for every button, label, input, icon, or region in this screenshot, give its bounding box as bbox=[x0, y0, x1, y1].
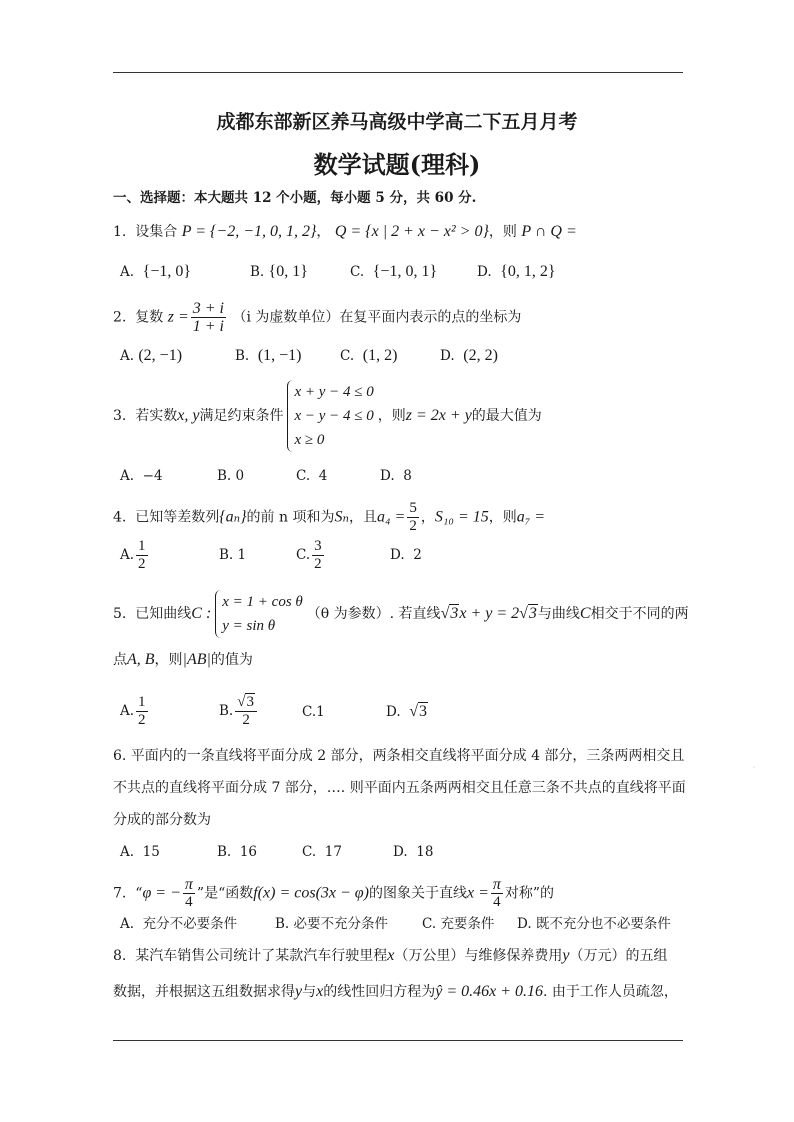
math-expression: x = bbox=[466, 884, 489, 902]
option-label: C. bbox=[422, 916, 437, 932]
math-expression: |AB| bbox=[182, 651, 211, 668]
option-b bbox=[217, 842, 257, 862]
question-text: 若实数 bbox=[135, 408, 178, 424]
option-value: 16 bbox=[239, 844, 257, 860]
math-line: √3x + y = 2√3 bbox=[440, 605, 537, 622]
option-value: −4 bbox=[142, 468, 163, 484]
fraction-denominator: 4 bbox=[493, 894, 501, 910]
question-text: 相交于不同的两 bbox=[590, 606, 689, 622]
math-expression: z = bbox=[167, 308, 189, 326]
constraint-line: x + y − 4 ≤ 0 bbox=[294, 384, 374, 400]
option-label: A. bbox=[120, 916, 135, 932]
question-text: 点 bbox=[113, 652, 127, 668]
fraction-numerator: 5 bbox=[409, 500, 417, 516]
option-a bbox=[120, 262, 191, 282]
option-value: 18 bbox=[416, 844, 434, 860]
option-d bbox=[390, 545, 422, 565]
math-curve: C : bbox=[191, 605, 212, 622]
fraction-numerator: √3 bbox=[235, 694, 257, 712]
option-value: 充要条件 bbox=[440, 916, 495, 932]
option-b bbox=[217, 466, 244, 486]
question-3 bbox=[113, 380, 542, 452]
question-7 bbox=[113, 876, 554, 911]
option-b bbox=[250, 262, 308, 282]
question-number: 4. bbox=[113, 509, 127, 526]
option-value: 1 bbox=[316, 704, 325, 720]
math-variable: y bbox=[562, 947, 570, 964]
exam-subject-title: 数学试题(理科) bbox=[313, 150, 481, 179]
option-label: B. bbox=[235, 348, 250, 364]
question-text: 设集合 bbox=[135, 224, 178, 240]
option-value: 必要不充分条件 bbox=[293, 916, 389, 932]
option-c bbox=[296, 466, 327, 486]
section-heading: 一、选择题：本大题共 12 个小题，每小题 5 分，共 60 分. bbox=[113, 190, 477, 206]
sqrt-radicand: 3 bbox=[528, 605, 537, 622]
question-5 bbox=[113, 590, 689, 638]
math-variables: x, y bbox=[177, 407, 200, 424]
option-value: {0, 1, 2} bbox=[500, 263, 556, 280]
option-value: 充分不必要条件 bbox=[142, 916, 238, 932]
question-text: （θ 为参数）. 若直线 bbox=[306, 606, 441, 622]
math-set-p: P = {−2, −1, 0, 1, 2} bbox=[181, 223, 317, 240]
question-text: 数据，并根据这五组数据求得 bbox=[113, 984, 295, 1000]
fraction bbox=[407, 500, 419, 535]
math-set-q: Q = {x | 2 + x − x² > 0} bbox=[334, 223, 489, 240]
question-4 bbox=[113, 500, 545, 535]
option-c bbox=[302, 702, 325, 722]
math-expression: S₁₀ = 15 bbox=[434, 508, 489, 526]
fraction-denominator: 1 + i bbox=[192, 318, 224, 335]
option-label: B. bbox=[275, 916, 290, 932]
math-expression: φ = − bbox=[142, 884, 181, 902]
fraction-denominator: 2 bbox=[242, 712, 250, 728]
constraint-line: x − y − 4 ≤ 0 bbox=[294, 408, 374, 424]
question-text: . 由于工作人员疏忽， bbox=[543, 984, 678, 1000]
option-label: C. bbox=[302, 844, 317, 860]
parametric-system bbox=[215, 590, 303, 638]
question-number: 2. bbox=[113, 309, 127, 326]
sqrt-radicand: 3 bbox=[246, 694, 254, 710]
option-label: B. bbox=[217, 844, 232, 860]
option-b bbox=[219, 694, 259, 729]
option-a bbox=[120, 346, 182, 366]
option-label: A. bbox=[120, 468, 135, 484]
option-value: 8 bbox=[403, 468, 412, 484]
option-a bbox=[120, 694, 150, 729]
question-text: ，且 bbox=[348, 509, 377, 526]
fraction-numerator: π bbox=[492, 876, 501, 893]
equation-line: x = 1 + cos θ bbox=[222, 594, 303, 610]
option-value: 0 bbox=[235, 468, 245, 484]
option-label: B. bbox=[219, 703, 234, 719]
question-text: ，则 bbox=[488, 224, 517, 240]
constraint-line: x ≥ 0 bbox=[294, 432, 325, 448]
question-5-line-2 bbox=[113, 650, 253, 670]
option-value: √3 bbox=[409, 703, 428, 720]
option-value: 2 bbox=[413, 547, 422, 563]
exam-school-title: 成都东部新区养马高级中学高二下五月月考 bbox=[216, 111, 578, 133]
fraction-numerator: 3 + i bbox=[192, 300, 224, 317]
fraction bbox=[235, 694, 257, 729]
question-number: 7. bbox=[113, 885, 127, 902]
header-rule bbox=[113, 72, 683, 73]
fraction bbox=[312, 538, 324, 573]
question-text: ， bbox=[316, 224, 331, 240]
fraction bbox=[136, 694, 148, 729]
math-points: A, B bbox=[127, 651, 155, 668]
option-value: {0, 1} bbox=[268, 263, 308, 280]
option-label: A. bbox=[120, 348, 135, 364]
option-b bbox=[219, 545, 246, 565]
question-number: 1. bbox=[113, 224, 127, 240]
fraction bbox=[136, 538, 148, 573]
question-6-line-1: 6. 平面内的一条直线将平面分成 2 部分，两条相交直线将平面分成 4 部分，三条两两相交且 bbox=[113, 748, 685, 764]
question-2 bbox=[113, 300, 521, 335]
option-value: {−1, 0} bbox=[142, 263, 192, 280]
question-1 bbox=[113, 222, 577, 242]
question-text: 的图象关于直线 bbox=[368, 885, 467, 902]
option-label: D. bbox=[393, 844, 408, 860]
question-text: ， bbox=[420, 509, 435, 526]
fraction-numerator: π bbox=[184, 876, 193, 893]
option-c bbox=[302, 842, 342, 862]
option-label: C. bbox=[296, 468, 311, 484]
math-regression-equation: ŷ = 0.46x + 0.16 bbox=[435, 983, 544, 1000]
fraction-denominator: 2 bbox=[409, 518, 417, 534]
question-text: 对称”的 bbox=[504, 885, 555, 902]
option-d bbox=[386, 702, 428, 722]
fraction-numerator: 1 bbox=[138, 694, 146, 710]
fraction-numerator: 1 bbox=[138, 538, 146, 554]
question-text: ，则 bbox=[377, 408, 406, 424]
option-label: D. bbox=[440, 348, 455, 364]
option-value: 1 bbox=[237, 547, 247, 563]
question-8-line-2 bbox=[113, 982, 678, 1002]
question-text: ，则 bbox=[488, 509, 517, 526]
option-value: (1, −1) bbox=[257, 347, 302, 364]
option-label: A. bbox=[120, 844, 135, 860]
question-text: “ bbox=[135, 885, 143, 902]
question-text: 复数 bbox=[135, 309, 164, 326]
footer-rule bbox=[113, 1040, 683, 1041]
question-number: 8. bbox=[113, 948, 127, 964]
option-c bbox=[296, 538, 326, 573]
math-variable: y bbox=[295, 983, 303, 1000]
option-label: B. bbox=[217, 468, 232, 484]
fraction-numerator: 3 bbox=[314, 538, 322, 554]
option-label: A. bbox=[120, 547, 135, 563]
question-number: 3. bbox=[113, 408, 127, 424]
question-text: 已知曲线 bbox=[135, 606, 192, 622]
option-label: D. bbox=[386, 704, 401, 720]
question-text: （万元）的五组 bbox=[569, 948, 668, 964]
option-c bbox=[350, 262, 437, 282]
option-label: D. bbox=[517, 916, 532, 932]
option-d bbox=[380, 466, 412, 486]
math-fragment: x + y = 2 bbox=[459, 605, 520, 622]
option-value: 既不充分也不必要条件 bbox=[535, 916, 671, 932]
option-value: {−1, 0, 1} bbox=[372, 263, 438, 280]
option-label: C. bbox=[340, 348, 355, 364]
option-value: 15 bbox=[142, 844, 160, 860]
question-text: ，则 bbox=[154, 652, 183, 668]
option-label: A. bbox=[120, 264, 135, 280]
fraction-denominator: 2 bbox=[138, 556, 146, 572]
question-text: 的线性回归方程为 bbox=[323, 984, 436, 1000]
constraint-system bbox=[287, 380, 373, 452]
option-label: B. bbox=[250, 264, 265, 280]
question-6-line-2: 不共点的直线将平面分成 7 部分，…. 则平面内五条两两相交且任意三条不共点的直线将平面 bbox=[113, 780, 686, 796]
question-text: 的前 n 项和为 bbox=[246, 509, 335, 526]
option-d bbox=[393, 842, 433, 862]
question-text: ”是“函数 bbox=[196, 885, 254, 902]
option-value: 4 bbox=[318, 468, 328, 484]
option-a bbox=[120, 466, 163, 486]
question-text: 某汽车销售公司统计了某款汽车行驶里程 bbox=[135, 948, 388, 964]
question-text: 的值为 bbox=[210, 652, 253, 668]
sqrt-radicand: 3 bbox=[419, 703, 428, 720]
option-label: A. bbox=[120, 703, 135, 719]
fraction-denominator: 4 bbox=[185, 894, 193, 910]
equation-line: y = sin θ bbox=[222, 618, 276, 634]
question-number: 5. bbox=[113, 606, 127, 622]
math-variable: x bbox=[387, 947, 395, 964]
option-label: C. bbox=[296, 547, 311, 563]
option-d bbox=[477, 262, 556, 282]
question-text: （万公里）与维修保养费用 bbox=[394, 948, 563, 964]
option-b bbox=[275, 914, 388, 934]
sqrt-radicand: 3 bbox=[450, 605, 459, 622]
option-label: D. bbox=[390, 547, 405, 563]
option-c bbox=[422, 914, 494, 934]
faint-watermark: · bbox=[752, 760, 757, 776]
question-text: 的最大值为 bbox=[471, 408, 542, 424]
question-text: 已知等差数列 bbox=[135, 509, 220, 526]
option-label: C. bbox=[302, 704, 317, 720]
option-label: C. bbox=[350, 264, 365, 280]
fraction bbox=[491, 876, 503, 911]
math-expression: a₄ = bbox=[376, 508, 406, 526]
question-text: 与曲线 bbox=[537, 606, 580, 622]
option-a bbox=[120, 538, 150, 573]
math-variable: x bbox=[316, 983, 324, 1000]
fraction bbox=[183, 876, 195, 911]
option-value: 17 bbox=[324, 844, 342, 860]
fraction-denominator: 2 bbox=[138, 712, 146, 728]
question-text: 与 bbox=[302, 984, 317, 1000]
math-sum: Sₙ bbox=[334, 508, 349, 526]
math-sequence: {aₙ} bbox=[219, 508, 247, 526]
option-c bbox=[340, 346, 397, 366]
option-label: D. bbox=[477, 264, 492, 280]
math-expression: a₇ = bbox=[516, 508, 546, 526]
option-b bbox=[235, 346, 302, 366]
option-label: B. bbox=[219, 547, 234, 563]
math-curve: C bbox=[579, 605, 591, 622]
option-value: (2, 2) bbox=[463, 347, 498, 364]
math-expression: z = 2x + y bbox=[405, 407, 472, 424]
question-8-line-1 bbox=[113, 946, 667, 966]
option-label: D. bbox=[380, 468, 395, 484]
fraction-denominator: 2 bbox=[314, 556, 322, 572]
question-text: 满足约束条件 bbox=[199, 408, 284, 424]
option-a bbox=[120, 842, 160, 862]
option-a bbox=[120, 914, 237, 934]
option-d bbox=[517, 914, 671, 934]
fraction bbox=[191, 300, 226, 335]
math-function: f(x) = cos(3x − φ) bbox=[253, 884, 369, 902]
option-value: (1, 2) bbox=[362, 347, 398, 364]
question-6-line-3: 分成的部分数为 bbox=[113, 812, 211, 828]
option-d bbox=[440, 346, 498, 366]
question-text: （i 为虚数单位）在复平面内表示的点的坐标为 bbox=[232, 309, 522, 326]
option-value: (2, −1) bbox=[138, 347, 183, 364]
math-expression: P ∩ Q = bbox=[521, 223, 577, 240]
